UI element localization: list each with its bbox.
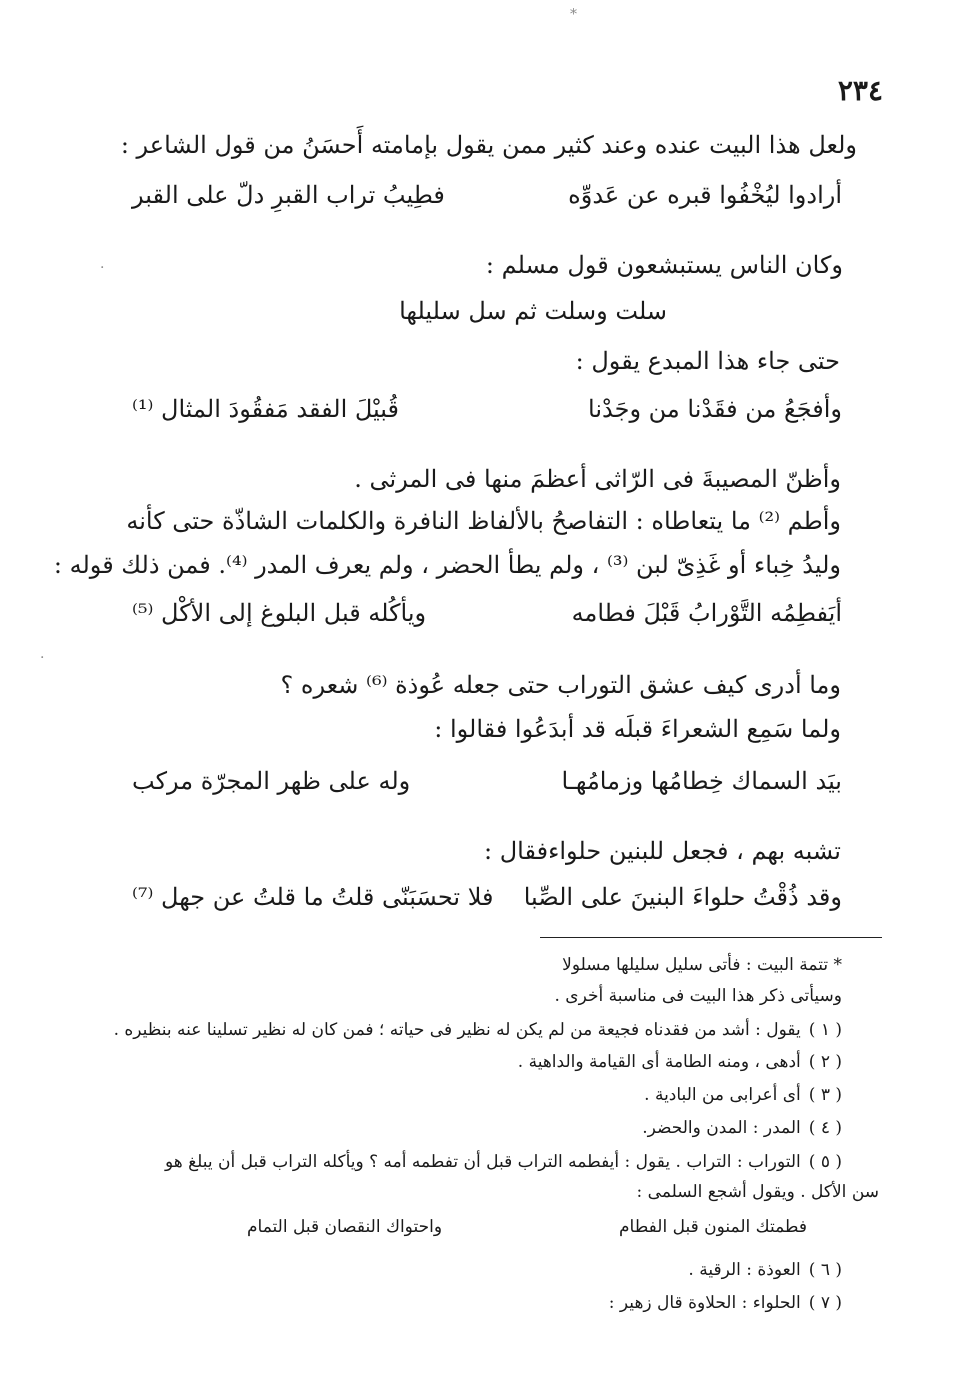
footnote-number: ( ٦ ): [808, 1260, 842, 1280]
footnote-7: [609, 1291, 842, 1315]
verse-6-left-hemistich: فلا تحسَبَنّى قلتُ ما قلتُ عن جهل ⁽⁷⁾: [132, 883, 494, 911]
verse-6-right-hemistich: وقد ذُقْتُ حلواءَ البنينَ على الصِّبا: [523, 883, 842, 911]
page-number: ٢٣٤: [837, 74, 883, 107]
footnote-number: ( ٥ ): [808, 1152, 842, 1172]
verse-2-center: سلت وسلت ثم سل سليلها: [399, 297, 667, 325]
footnote-5-verse-right: فطمتك المنون قبل الفطام: [619, 1217, 807, 1237]
footnote-star: * تتمة البيت : فأتى سليل سليلها مسلولا: [562, 955, 842, 975]
footnote-text: يقول : أشد من فقدناه فجيعة من لم يكن له نظير فى حياته ؛ فمن كان له نظير تسلينا عنه بنظيره .: [113, 1020, 801, 1040]
footnote-text: الحلواء : الحلاوة قال زهير :: [608, 1293, 801, 1313]
body-line-4: وأظنّ المصيبةَ فى الرّاثى أعظمَ منها فى المرثى .: [354, 465, 841, 493]
body-line-1: ولعل هذا البيت عنده وعند كثير ممن يقول بإمامته أَحسَنُ من قول الشاعر :: [120, 131, 857, 159]
verse-1-right-hemistich: أرادوا ليُخْفُوا قبره عن عَدوِّه: [568, 181, 842, 209]
footnote-5-continuation: سن الأكل . ويقول أشجع السلمى :: [636, 1182, 879, 1202]
verse-2: [399, 294, 667, 328]
footnote-5-verse-left: واحتواك النقصان قبل التمام: [247, 1217, 443, 1237]
footnote-number: ( ٧ ): [808, 1293, 842, 1313]
footnote-separator: [540, 937, 882, 938]
body-line-3: حتى جاء هذا المبدع يقول :: [575, 347, 840, 375]
footnote-text: أى أعرابى من البادية .: [644, 1085, 801, 1105]
verse-3-right-hemistich: وأفجَعُ من فقَدْنا من وجَدْنا: [588, 395, 842, 423]
verse-1-left-hemistich: فطِيبُ تراب القبرِ دلّ على القبر: [132, 181, 445, 209]
footnote-2: [518, 1050, 842, 1074]
verse-4-right-hemistich: أيَفطِمُه التَّوْرابُ قَبْلَ فطامه: [571, 599, 842, 627]
footnote-1: [114, 1018, 842, 1042]
footnote-5: [165, 1150, 842, 1174]
footnote-6: [688, 1258, 842, 1282]
verse-3-left-hemistich: قُبيْلَ الفقد مَفقُودَ المثال ⁽¹⁾: [132, 395, 400, 423]
footnote-text: أدهى ، ومنه الطامة أى القيامة والداهية .: [517, 1052, 801, 1072]
verse-1: [132, 178, 842, 212]
footnote-number: ( ١ ): [808, 1020, 842, 1040]
footnote-text: العوذة : الرقية .: [688, 1260, 801, 1280]
body-line-8: ولما سَمِع الشعراءَ قبلَه قد أبدَعُوا فقالوا :: [434, 715, 841, 743]
body-line-7: وما أدرى كيف عشق التوراب حتى جعله عُوذة ⁽⁶⁾ شعره ؟: [280, 671, 841, 699]
verse-3: [132, 392, 842, 426]
footnote-number: ( ٤ ): [808, 1118, 842, 1138]
scan-speck: ·: [40, 650, 45, 666]
verse-6: [132, 880, 842, 914]
footnote-4: [642, 1116, 842, 1140]
footnote-text: التوراب : التراب . يقول : أيفطمه التراب قبل أن تفطمه أمه ؟ ويأكله التراب قبل أن يبلغ هو: [164, 1152, 801, 1172]
footnote-3: [644, 1083, 842, 1107]
body-line-2: وكان الناس يستبشعون قول مسلم :: [485, 251, 843, 279]
body-line-9: تشبه بهم ، فجعل للبنين حلواءفقال :: [484, 837, 841, 865]
footnote-number: ( ٢ ): [808, 1052, 842, 1072]
scan-mark: ⁎: [570, 2, 577, 18]
footnote-text: المدر : المدن والحضر.: [642, 1118, 801, 1138]
verse-5: [132, 764, 842, 798]
verse-4-left-hemistich: ويأكُله قبل البلوغ إلى الأكْل ⁽⁵⁾: [132, 599, 427, 627]
footnote-number: ( ٣ ): [808, 1085, 842, 1105]
verse-5-right-hemistich: بيَد السماك خِطامُها وزمامُهـا: [561, 767, 842, 795]
footnote-star-continuation: وسيأتى ذكر هذا البيت فى مناسبة أخرى .: [554, 986, 842, 1006]
verse-4: [132, 596, 842, 630]
footnote-5-verse: [247, 1215, 807, 1239]
scan-speck: ·: [100, 260, 105, 276]
body-line-6: وليدُ خِباء أو غَذِىّ لبن ⁽³⁾ ، ولم يطأ الحضر ، ولم يعرف المدر ⁽⁴⁾. فمن ذلك قوله :: [53, 551, 841, 579]
verse-5-left-hemistich: وله على ظهر المجرّة مركب: [132, 767, 411, 795]
body-line-5: وأطم ⁽²⁾ ما يتعاطاه : التفاصحُ بالألفاظ النافرة والكلمات الشاذّة حتى كأنه: [126, 507, 841, 535]
